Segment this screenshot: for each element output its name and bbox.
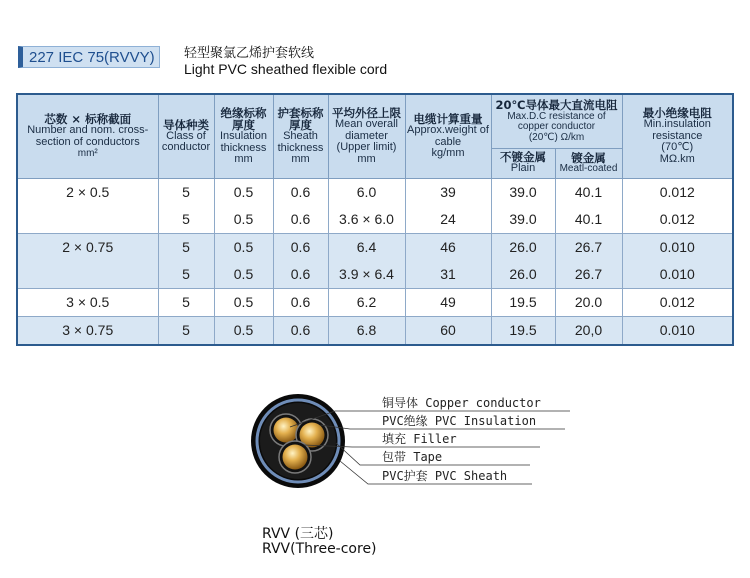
col-header-weight: 电缆计算重量 Approx.weight of cable kg/mm [405,94,491,178]
col-header-size: 芯数 × 标称截面 Number and nom. cross-section of conductors mm² [17,94,158,178]
spec-table [16,93,734,346]
table-row: 3 × 0.75 5 0.5 0.6 6.8 60 19.5 20,0 0.010 [17,316,733,345]
table-row: 5 0.5 0.6 3.6 × 6.0 24 39.0 40.1 0.012 [17,206,733,234]
diagram-caption-en: RVV(Three-core) [262,541,377,557]
col-header-coated: 镀金属 Meatl-coated [555,148,622,178]
label-pvc-insulation: PVC绝缘 PVC Insulation [382,414,537,428]
table-row: 3 × 0.5 5 0.5 0.6 6.2 49 19.5 20.0 0.012 [17,288,733,316]
table-row: 5 0.5 0.6 3.9 × 6.4 31 26.0 26.7 0.010 [17,261,733,289]
col-header-resistance: 20℃导体最大直流电阻 Max.D.C resistance of copper conductor (20℃) Ω/km [491,94,622,148]
col-header-sheath: 护套标称厚度 Sheath thickness mm [273,94,328,178]
label-tape: 包带 Tape [382,450,443,464]
diagram-caption-cn: RVV (三芯) [262,526,334,542]
product-title-cn: 轻型聚氯乙烯护套软线 [184,46,315,61]
col-header-insulation: 绝缘标称厚度 Insulation thickness mm [214,94,273,178]
col-header-class: 导体种类 Class of conductor [158,94,214,178]
col-header-min-insulation: 最小绝缘电阻 Min.insulation resistance (70℃) MΩ.km [622,94,733,178]
cable-cross-section-diagram [240,385,600,505]
label-pvc-sheath: PVC护套 PVC Sheath [382,469,508,483]
product-title-en: Light PVC sheathed flexible cord [184,61,388,77]
table-row: 2 × 0.5 5 0.5 0.6 6.0 39 39.0 40.1 0.012 [17,178,733,206]
col-header-plain: 不镀金属 Plain [491,148,555,178]
product-code-badge: 227 IEC 75(RVVY) [18,46,160,68]
table-row: 2 × 0.75 5 0.5 0.6 6.4 46 26.0 26.7 0.010 [17,233,733,261]
label-copper-conductor: 铜导体 Copper conductor [382,396,541,410]
col-header-diameter: 平均外径上限 Mean overall diameter (Upper limit) mm [328,94,405,178]
label-filler: 填充 Filler [382,432,457,446]
